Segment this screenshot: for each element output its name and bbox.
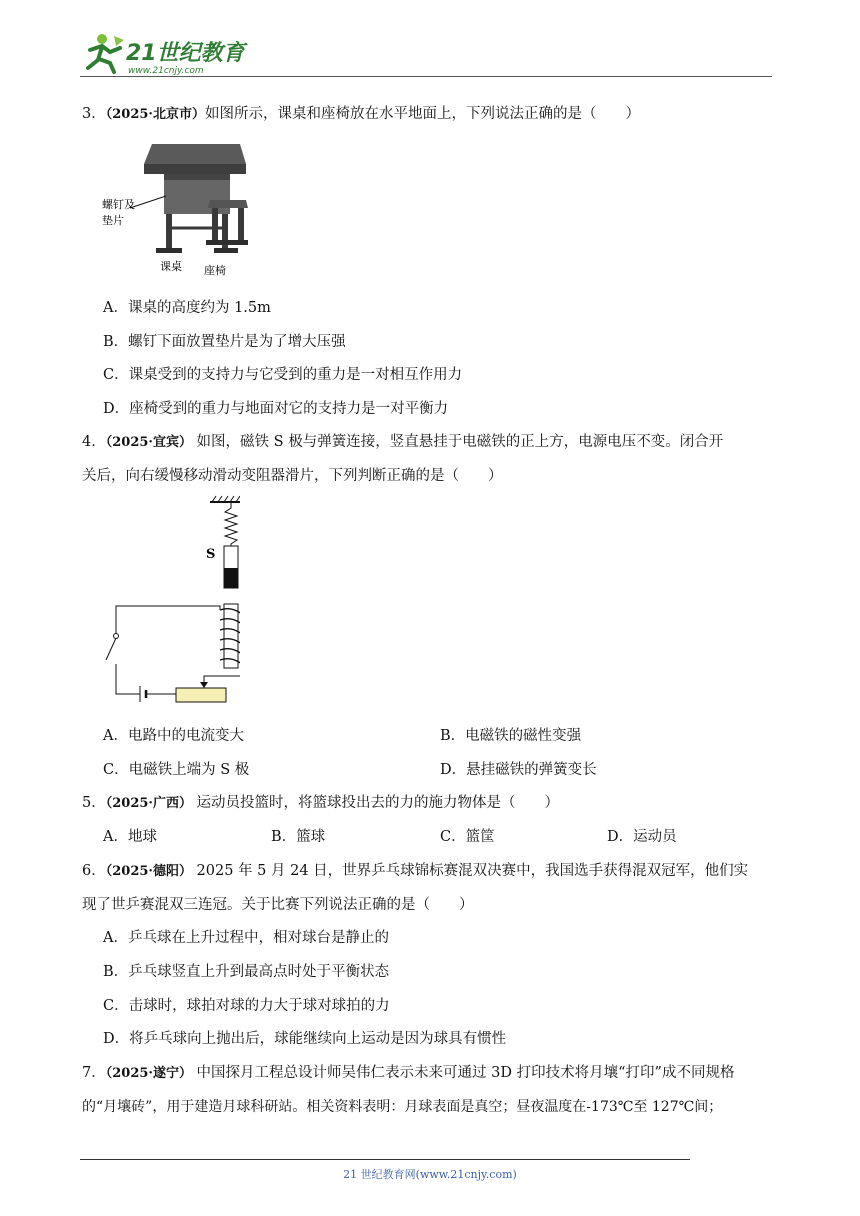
q5-option-d: D．运动员 <box>607 829 677 845</box>
site-logo <box>80 30 260 76</box>
q6-stem-line1: 6．（2025·德阳） 2025 年 5 月 24 日，世界乒乓球锦标赛混双决赛中，我国选手获得混双冠军，他们实 <box>82 863 749 879</box>
q5-option-b: B．篮球 <box>271 829 326 845</box>
svg-text:www.21cnjy.com: www.21cnjy.com <box>128 66 204 76</box>
q4-stem-line1: 4．（2025·宜宾） 如图，磁铁 S 极与弹簧连接，竖直悬挂于电磁铁的正上方，电源电压不变。闭合开 <box>82 434 724 450</box>
q3-option-b: B．螺钉下面放置垫片是为了增大压强 <box>103 334 346 350</box>
q3-option-a: A．课桌的高度约为 1.5m <box>103 300 271 316</box>
q4-option-b: B．电磁铁的磁性变强 <box>440 728 582 744</box>
q6-option-b: B．乒乓球竖直上升到最高点时处于平衡状态 <box>103 964 390 980</box>
svg-text:S: S <box>206 547 216 562</box>
q5-option-a: A．地球 <box>103 829 157 845</box>
q4-stem-line2: 关后，向右缓慢移动滑动变阻器滑片，下列判断正确的是（ ） <box>82 468 503 484</box>
page-header <box>80 30 772 80</box>
header-divider <box>80 76 772 77</box>
electromagnet-circuit-figure <box>100 494 240 716</box>
svg-text:21世纪教育: 21世纪教育 <box>126 41 245 66</box>
footer-link[interactable]: 21 世纪教育网(www.21cnjy.com) <box>343 1168 517 1181</box>
runner-icon <box>88 34 124 72</box>
q5-option-c: C．篮筐 <box>440 829 495 845</box>
q3-option-d: D．座椅受到的重力与地面对它的支持力是一对平衡力 <box>103 401 449 417</box>
footer-divider <box>80 1159 690 1160</box>
q6-option-a: A．乒乓球在上升过程中，相对球台是静止的 <box>103 930 389 946</box>
svg-text:螺钉及: 螺钉及 <box>102 198 135 211</box>
q4-option-a: A．电路中的电流变大 <box>103 728 244 744</box>
svg-text:课桌: 课桌 <box>160 260 182 273</box>
desk-chair-figure <box>100 138 250 280</box>
q3-option-c: C．课桌受到的支持力与它受到的重力是一对相互作用力 <box>103 367 463 383</box>
q6-stem-line2: 现了世乒赛混双三连冠。关于比赛下列说法正确的是（ ） <box>82 897 474 913</box>
q6-option-d: D．将乒乓球向上抛出后，球能继续向上运动是因为球具有惯性 <box>103 1031 507 1047</box>
svg-text:垫片: 垫片 <box>102 214 124 227</box>
q5-stem: 5．（2025·广西） 运动员投篮时，将篮球投出去的力的施力物体是（ ） <box>82 795 560 811</box>
q4-option-d: D．悬挂磁铁的弹簧变长 <box>440 762 597 778</box>
q7-stem-line1: 7．（2025·遂宁） 中国探月工程总设计师吴伟仁表示未来可通过 3D 打印技术将月壤“打印”成不同规格 <box>82 1065 735 1081</box>
q6-option-c: C．击球时，球拍对球的力大于球对球拍的力 <box>103 998 390 1014</box>
svg-text:座椅: 座椅 <box>204 264 226 277</box>
q3-stem: 3．（2025·北京市）如图所示，课桌和座椅放在水平地面上，下列说法正确的是（ ） <box>82 106 640 122</box>
q7-stem-line2: 的“月壤砖”，用于建造月球科研站。相关资料表明：月球表面是真空；昼夜温度在-173℃至 127℃间； <box>82 1099 723 1115</box>
q4-option-c: C．电磁铁上端为 S 极 <box>103 762 250 778</box>
